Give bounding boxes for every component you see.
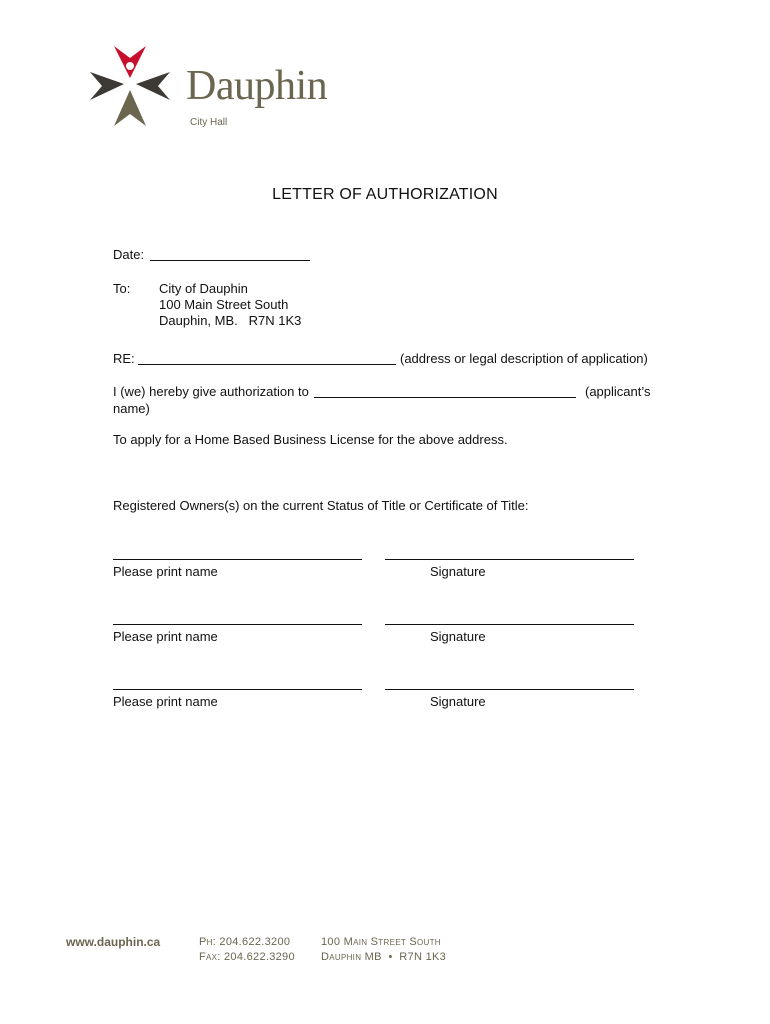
signature-line-3[interactable] — [385, 689, 634, 690]
signature-label-1: Signature — [430, 564, 486, 579]
signature-line-1[interactable] — [385, 559, 634, 560]
print-name-label-1: Please print name — [113, 564, 218, 579]
signature-label-3: Signature — [430, 694, 486, 709]
footer-address — [321, 935, 446, 965]
to-address-line-1: City of Dauphin — [159, 281, 248, 296]
print-name-label-2: Please print name — [113, 629, 218, 644]
signature-label-2: Signature — [430, 629, 486, 644]
re-label: RE: — [113, 351, 135, 366]
authorization-text: I (we) hereby give authorization to — [113, 384, 309, 399]
signature-line-2[interactable] — [385, 624, 634, 625]
to-address-line-3: Dauphin, MB. R7N 1K3 — [159, 313, 302, 328]
page-title: LETTER OF AUTHORIZATION — [272, 186, 498, 203]
authorization-hint-continued: name) — [113, 401, 150, 416]
re-line[interactable] — [138, 364, 396, 365]
footer-phone: Ph: 204.622.3200 — [199, 936, 291, 948]
logo-subtitle: City Hall — [190, 117, 228, 128]
footer-website-link[interactable]: www.dauphin.ca — [66, 935, 161, 949]
print-name-label-3: Please print name — [113, 694, 218, 709]
footer-address-line-1: 100 Main Street South — [321, 936, 441, 948]
date-line[interactable] — [150, 260, 310, 261]
re-hint: (address or legal description of application) — [400, 351, 648, 366]
print-name-line-2[interactable] — [113, 624, 362, 625]
dauphin-logo-icon — [88, 44, 172, 128]
to-address — [159, 281, 301, 329]
to-label: To: — [113, 281, 131, 296]
to-address-line-2: 100 Main Street South — [159, 297, 289, 312]
authorization-hint: (applicant’s — [585, 384, 651, 399]
print-name-line-1[interactable] — [113, 559, 362, 560]
date-label: Date: — [113, 247, 145, 262]
logo-wordmark: Dauphin — [186, 63, 328, 109]
print-name-line-3[interactable] — [113, 689, 362, 690]
footer-fax: Fax: 204.622.3290 — [199, 951, 295, 963]
apply-text: To apply for a Home Based Business License for the above address. — [113, 432, 508, 447]
applicant-name-line[interactable] — [314, 397, 576, 398]
footer-contact — [199, 935, 295, 965]
footer-address-line-2: Dauphin MB • R7N 1K3 — [321, 951, 447, 963]
owners-heading: Registered Owners(s) on the current Status of Title or Certificate of Title: — [113, 498, 529, 513]
